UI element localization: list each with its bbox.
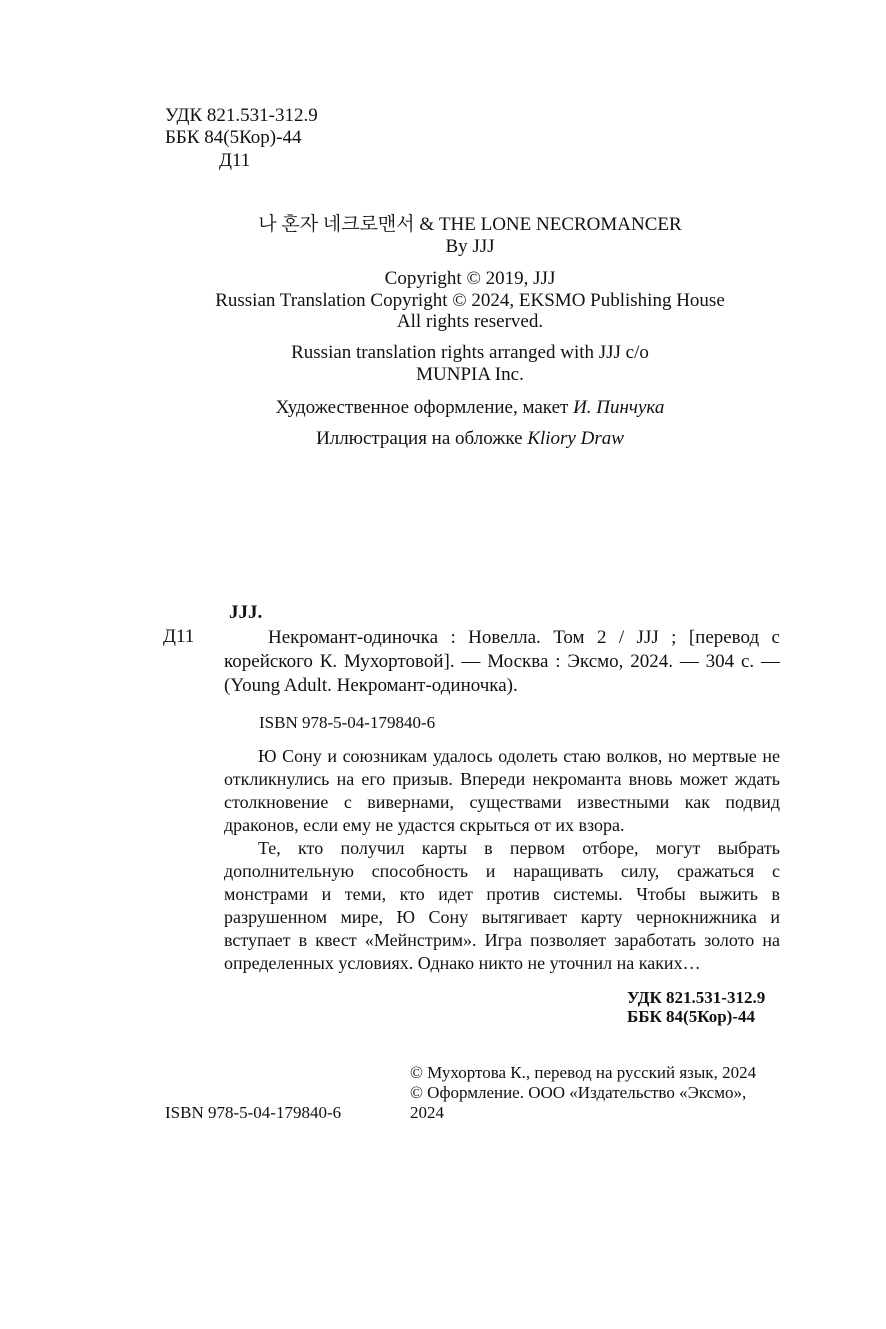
illustration-credit-name: Kliory Draw bbox=[527, 428, 624, 449]
classification-udk: УДК 821.531-312.9 bbox=[627, 988, 766, 1007]
design-credit-label: Художественное оформление, макет bbox=[275, 397, 574, 418]
author-mark: Д11 bbox=[219, 150, 251, 171]
rights-reserved: All rights reserved. bbox=[396, 311, 544, 332]
footer-isbn: ISBN 978-5-04-179840-6 bbox=[165, 1103, 342, 1122]
design-credit-name: И. Пинчука bbox=[573, 397, 665, 418]
copyright-translation: Russian Translation Copyright © 2024, EKSMO Publishing House bbox=[215, 290, 725, 311]
catalog-record bbox=[224, 626, 780, 698]
annotation-paragraph-1: Ю Сону и союзникам удалось одолеть стаю волков, но мертвые не откликнулись на его призыв. Впереди некроманта вновь может ждать столкновение с вивернами, существами известными как подвид драконов, если ему не удастся скрыться от их взора. bbox=[224, 746, 780, 835]
udk-code: УДК 821.531-312.9 bbox=[165, 105, 318, 126]
annotation bbox=[224, 745, 780, 975]
copyright-original: Copyright © 2019, JJJ bbox=[384, 268, 556, 289]
rights-arranged-line2: MUNPIA Inc. bbox=[416, 364, 524, 385]
catalog-author-mark: Д11 bbox=[163, 626, 195, 647]
annotation-paragraph-2: Те, кто получил карты в первом отборе, могут выбрать дополнительную способность и наращивать силу, сражаться с монстрами и теми, кто идет против системы. Чтобы выжить в разрушенном мире, Ю Сону вытягивает карту чернокнижника и вступает в квест «Мейнстрим». Игра позволяет заработать золото на определенных условиях. Однако никто не уточнил на каких… bbox=[224, 838, 780, 973]
bbk-code: ББК 84(5Кор)-44 bbox=[165, 127, 302, 148]
catalog-isbn: ISBN 978-5-04-179840-6 bbox=[259, 713, 436, 732]
footer-copyrights bbox=[410, 1063, 782, 1123]
classification-bbk: ББК 84(5Кор)-44 bbox=[627, 1007, 755, 1026]
footer-copyright-translation: © Мухортова К., перевод на русский язык, 2024 bbox=[410, 1063, 757, 1082]
illustration-credit bbox=[160, 428, 780, 450]
catalog-author: JJJ. bbox=[229, 602, 263, 623]
design-credit bbox=[160, 397, 780, 419]
footer-copyright-design: © Оформление. ООО «Издательство «Эксмо», 2024 bbox=[410, 1083, 747, 1122]
catalog-record-text: Некромант-одиночка : Новелла. Том 2 / JJJ ; [перевод с корейского К. Мухортовой]. — Москва : Эксмо, 2024. — 304 с. — (Young Adult. Некромант-одиночка). bbox=[224, 627, 780, 696]
rights-arranged-line1: Russian translation rights arranged with JJJ c/o bbox=[291, 342, 649, 363]
original-title: 나 혼자 네크로맨서 & THE LONE NECROMANCER bbox=[258, 214, 682, 235]
illustration-credit-label: Иллюстрация на обложке bbox=[316, 428, 528, 449]
original-author: By JJJ bbox=[445, 236, 495, 257]
